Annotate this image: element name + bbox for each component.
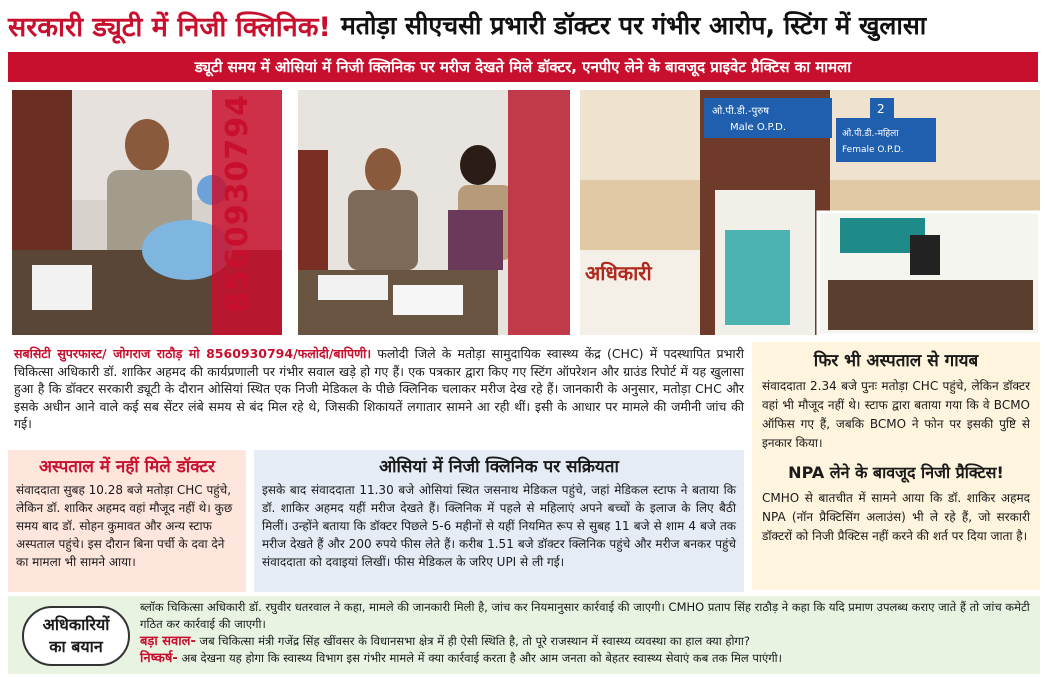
box-private-clinic-body: इसके बाद संवाददाता 11.30 बजे ओसियां स्थित जसनाथ मेडिकल पहुंचे, जहां मेडिकल स्टाफ ने बताया कि डॉ. शाकिर अहमद यहीं मरीज देखते हैं। क्लिनिक में पहले से महिलाएं अपने बच्चों के इलाज के लिए बैठी मिलीं। उन्होंने बताया कि डॉक्टर पिछले 5-6 महीनों से यहीं नियमित रूप से सुबह 11 बजे से शाम 4 बजे तक मरीज देखते हैं और 200 रुपये फीस लेते हैं। करीब 1.51 बजे डॉक्टर क्लिनिक पहुंचे और मरीज बनकर पहुंचे संवाददाता को दवाइयां लिखीं। फीस मेडिकल के जरिए UPI से ली गई। [262, 483, 736, 569]
officials-statement: ब्लॉक चिकित्सा अधिकारी डॉ. रघुवीर धतरवाल ने कहा, मामले की जानकारी मिली है, जांच कर नियमानुसार कार्रवाई की जाएगी। CMHO प्रताप सिंह राठौड़ ने कहा कि यदि प्रमाण उपलब्ध कराए जाते हैं तो जांच कमेटी गठित कर कार्रवाई की जाएगी। [140, 600, 1030, 631]
box-private-clinic-title: ओसियां में निजी क्लिनिक पर सक्रियता [379, 457, 619, 477]
box-doctor-absent [8, 450, 246, 592]
sign-female-en: Female O.P.D. [842, 145, 904, 155]
officials-statement-badge [22, 606, 130, 666]
intro-paragraph [14, 345, 744, 433]
box-npa-title: NPA लेने के बावजूद निजी प्रैक्टिस! [788, 463, 1004, 482]
photo-chc-opd [580, 90, 1040, 335]
photo-clinic-patients [298, 90, 570, 335]
intro-text: फलोदी जिले के मतोड़ा सामुदायिक स्वास्थ्य केंद्र (CHC) में पदस्थापित प्रभारी चिकित्सा अधिकारी डॉ. शाकिर अहमद की कार्यप्रणाली पर गंभीर सवाल खड़े हो गए हैं। एक पत्रकार द्वारा किए गए स्टिंग ऑपरेशन और ग्राउंड रिपोर्ट में यह खुलासा हुआ है कि डॉक्टर सरकारी ड्यूटी के दौरान ओसियां स्थित एक निजी मेडिकल के पीछे क्लिनिक चलाकर मरीज देख रहे हैं। जानकारी के अनुसार, मतोड़ा CHC और इसके अधीन आने वाले कई सब सेंटर लंबे समय से बंद मिल रहे थे, जिसकी शिकायतें लगातार सामने आ रही थीं। इसी के आधार पर मामले की जमीनी जांच की गई। [14, 346, 744, 431]
box-still-absent-body: संवाददाता 2.34 बजे पुनः मतोड़ा CHC पहुंचे, लेकिन डॉक्टर वहां भी मौजूद नहीं थे। स्टाफ द्वारा बताया गया कि वे BCMO ऑफिस गए हैं, जबकि BCMO ने फोन पर इसकी पुष्टि से इनकार किया। [762, 379, 1030, 450]
byline: सबसिटी सुपरफास्ट/ जोगराज राठौड़ मो 8560930794/फलोदी/बापिणी। [14, 346, 372, 361]
officials-line2: का बयान [49, 637, 103, 656]
box-doctor-absent-body: संवाददाता सुबह 10.28 बजे मतोड़ा CHC पहुंचे, लेकिन डॉ. शाकिर अहमद वहां मौजूद नहीं थे। कुछ समय बाद डॉ. सोहन कुमावत और अन्य स्टाफ अस्पताल पहुंचे। इस दौरान बिना पर्ची के दवा देने का मामला भी सामने आया। [16, 483, 233, 569]
sign-male-en: Male O.P.D. [730, 122, 787, 133]
conclusion-label: निष्कर्ष- [140, 651, 178, 666]
bottom-text [140, 599, 1030, 667]
phone-number-overlay [212, 90, 272, 335]
sign-female-hindi: ओ.पी.डी.-महिला [842, 129, 899, 139]
box-private-clinic [254, 450, 744, 592]
phone-number: 8560930794 [220, 94, 255, 313]
room-number: 2 [877, 102, 885, 116]
conclusion-text: अब देखना यह होगा कि स्वास्थ्य विभाग इस गंभीर मामले में क्या कार्रवाई करता है और आम जनता को बेहतर स्वास्थ्य सेवाएं कब तक मिल पाएंगी। [177, 651, 783, 665]
subheadline-banner: ड्यूटी समय में ओसियां में निजी क्लिनिक पर मरीज देखते मिले डॉक्टर, एनपीए लेने के बावजूद प्राइवेट प्रैक्टिस का मामला [8, 52, 1038, 82]
box-doctor-absent-title: अस्पताल में नहीं मिले डॉक्टर [39, 457, 215, 477]
box-npa-body: CMHO से बातचीत में सामने आया कि डॉ. शाकिर अहमद NPA (नॉन प्रैक्टिसिंग अलाउंस) भी ले रहे हैं, जो सरकारी डॉक्टरों को निजी प्रैक्टिस नहीं करने की शर्त पर दिया जाता है। [762, 491, 1030, 543]
officials-line1: अधिकारियों [42, 615, 110, 634]
headline-red: सरकारी ड्यूटी में निजी क्लिनिक! [8, 11, 331, 43]
headline [0, 0, 1045, 50]
headline-black: मतोड़ा सीएचसी प्रभारी डॉक्टर पर गंभीर आरोप, स्टिंग में खुलासा [340, 11, 927, 40]
box-still-absent [752, 342, 1040, 590]
sign-male-hindi: ओ.पी.डी.-पुरुष [712, 106, 770, 117]
question-text: जब चिकित्सा मंत्री गजेंद्र सिंह खींवसर के विधानसभा क्षेत्र में ही ऐसी स्थिति है, तो पूरे राजस्थान में स्वास्थ्य व्यवस्था का हाल क्या होगा? [195, 634, 750, 648]
question-label: बड़ा सवाल- [140, 634, 196, 649]
wall-text: अधिकारी [585, 261, 652, 285]
box-still-absent-title: फिर भी अस्पताल से गायब [813, 351, 979, 371]
